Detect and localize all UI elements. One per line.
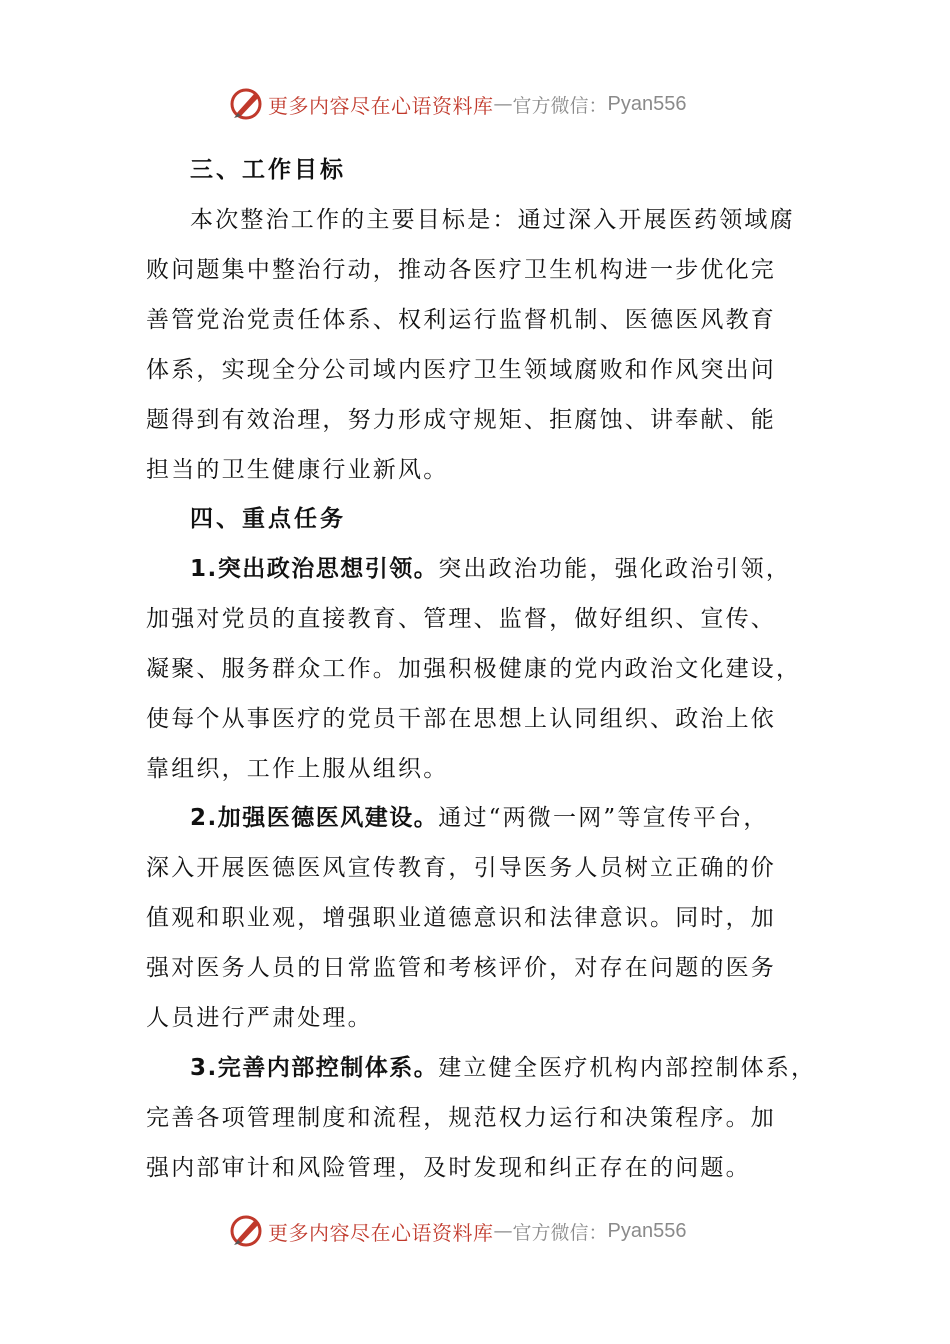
watermark-wechat-label: 官方微信：	[512, 94, 608, 117]
item1-line-2: 加强对党员的直接教育、管理、监督，做好组织、宣传、	[146, 606, 776, 632]
item1-first-line	[190, 554, 791, 584]
item2-first-line-text: 通过“两微一网”等宣传平台，	[438, 805, 769, 831]
item1-line-4: 使每个从事医疗的党员干部在思想上认同组织、政治上依	[146, 706, 776, 732]
item2-line-4: 强对医务人员的日常监管和考核评价，对存在问题的医务	[146, 955, 776, 981]
section3-line-6: 担当的卫生健康行业新风。	[146, 457, 449, 483]
section3-line-5: 题得到有效治理，努力形成守规矩、拒腐蚀、讲奉献、能	[146, 407, 776, 433]
watermark-dash: —	[493, 93, 513, 115]
watermark-wechat-id: Pyan556	[607, 1219, 687, 1242]
item3-title: 3.完善内部控制体系。	[190, 1055, 439, 1081]
watermark-site-name: 更多内容尽在心语资料库	[268, 1220, 494, 1245]
section4-heading: 四、重点任务	[190, 506, 346, 532]
item2-line-5: 人员进行严肃处理。	[146, 1005, 373, 1031]
watermark-header	[228, 84, 748, 124]
watermark-site-name: 更多内容尽在心语资料库	[268, 93, 494, 118]
section3-heading: 三、工作目标	[190, 157, 346, 183]
item2-title: 2.加强医德医风建设。	[190, 805, 439, 831]
item3-first-line-text: 建立健全医疗机构内部控制体系，	[438, 1055, 817, 1081]
watermark-footer	[228, 1211, 748, 1251]
item3-line-2: 完善各项管理制度和流程，规范权力运行和决策程序。加	[146, 1105, 776, 1131]
pen-logo-icon	[228, 1213, 264, 1249]
pen-logo-icon	[228, 86, 264, 122]
item2-line-2: 深入开展医德医风宣传教育，引导医务人员树立正确的价	[146, 855, 776, 881]
item3-line-3: 强内部审计和风险管理，及时发现和纠正存在的问题。	[146, 1155, 751, 1181]
item1-title: 1.突出政治思想引领。	[190, 556, 439, 582]
watermark-dash: —	[493, 1220, 513, 1242]
section3-line-1: 本次整治工作的主要目标是：通过深入开展医药领域腐	[190, 207, 795, 233]
section3-line-2: 败问题集中整治行动，推动各医疗卫生机构进一步优化完	[146, 257, 776, 283]
section3-line-4: 体系，实现全分公司域内医疗卫生领域腐败和作风突出问	[146, 357, 776, 383]
item2-line-3: 值观和职业观，增强职业道德意识和法律意识。同时，加	[146, 905, 776, 931]
section3-line-3: 善管党治党责任体系、权利运行监督机制、医德医风教育	[146, 307, 776, 333]
item1-first-line-text: 突出政治功能，强化政治引领，	[438, 556, 792, 582]
watermark-wechat-label: 官方微信：	[512, 1221, 608, 1244]
item1-line-3: 凝聚、服务群众工作。加强积极健康的党内政治文化建设，	[146, 656, 802, 682]
item2-first-line	[190, 803, 769, 833]
watermark-wechat-id: Pyan556	[607, 92, 687, 115]
item3-first-line	[190, 1053, 816, 1083]
item1-line-5: 靠组织，工作上服从组织。	[146, 756, 449, 782]
